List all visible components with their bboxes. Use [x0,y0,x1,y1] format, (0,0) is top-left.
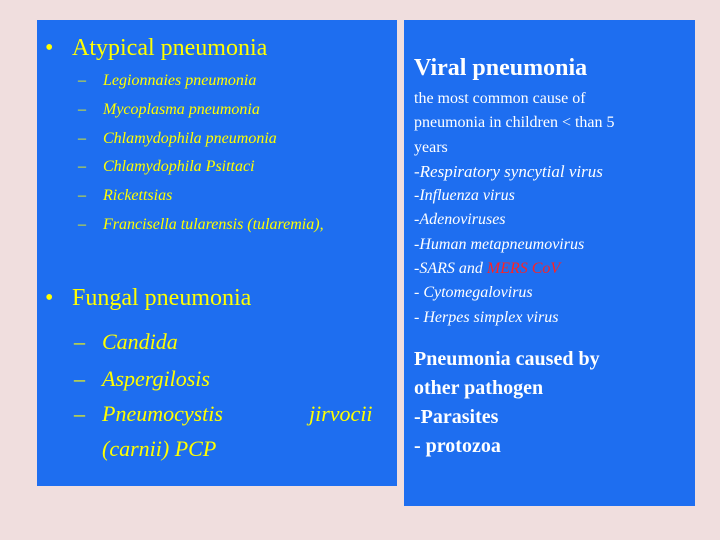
dash-icon: – [78,130,86,147]
viral-intro-line: years [414,138,448,156]
list-item: Francisella tularensis (tularemia), [103,216,324,233]
dash-icon: – [78,216,86,233]
list-item: -Human metapneumovirus [414,235,585,253]
dash-icon: – [78,158,86,175]
list-item: - Cytomegalovirus [414,284,533,302]
dash-icon: – [74,401,85,426]
other-line: - protozoa [414,435,501,457]
dash-icon: – [78,101,86,118]
other-pathogen-section [414,345,600,461]
other-line: other pathogen [414,377,544,399]
list-item: Chlamydophila Psittaci [103,158,255,175]
list-item: -Adenoviruses [414,211,506,229]
list-item: -Respiratory syncytial virus [414,161,603,181]
pneumocystis-suffix: jirvocii [309,401,373,426]
viral-intro-line: pneumonia in children < than 5 [414,114,615,132]
dash-icon: – [78,72,86,89]
bullet-icon: • [45,35,54,61]
list-item: Pneumocystis [102,401,223,426]
bullet-icon: • [45,285,54,311]
other-line: Pneumonia caused by [414,348,600,370]
list-item: Rickettsias [103,187,173,204]
list-item: Candida [102,329,178,354]
list-item: Chlamydophila pneumonia [103,130,277,147]
list-item-sars [414,257,615,281]
other-line: -Parasites [414,406,499,428]
mers-highlight: MERS CoV [486,260,561,278]
sars-label: -SARS and [414,260,487,278]
list-item: Aspergilosis [102,366,210,391]
list-item: -Influenza virus [414,187,515,205]
atypical-title: Atypical pneumonia [72,35,268,61]
list-item: - Herpes simplex virus [414,308,559,326]
dash-icon: – [78,187,86,204]
viral-title: Viral pneumonia [414,55,588,81]
dash-icon: – [74,329,85,354]
dash-icon: – [74,366,85,391]
viral-description [414,87,615,330]
fungal-title: Fungal pneumonia [72,285,252,311]
viral-intro-line: the most common cause of [414,90,586,107]
list-item: Legionnaies pneumonia [103,72,257,89]
pneumocystis-cont: (carnii) PCP [102,436,217,461]
list-item: Mycoplasma pneumonia [103,101,260,118]
